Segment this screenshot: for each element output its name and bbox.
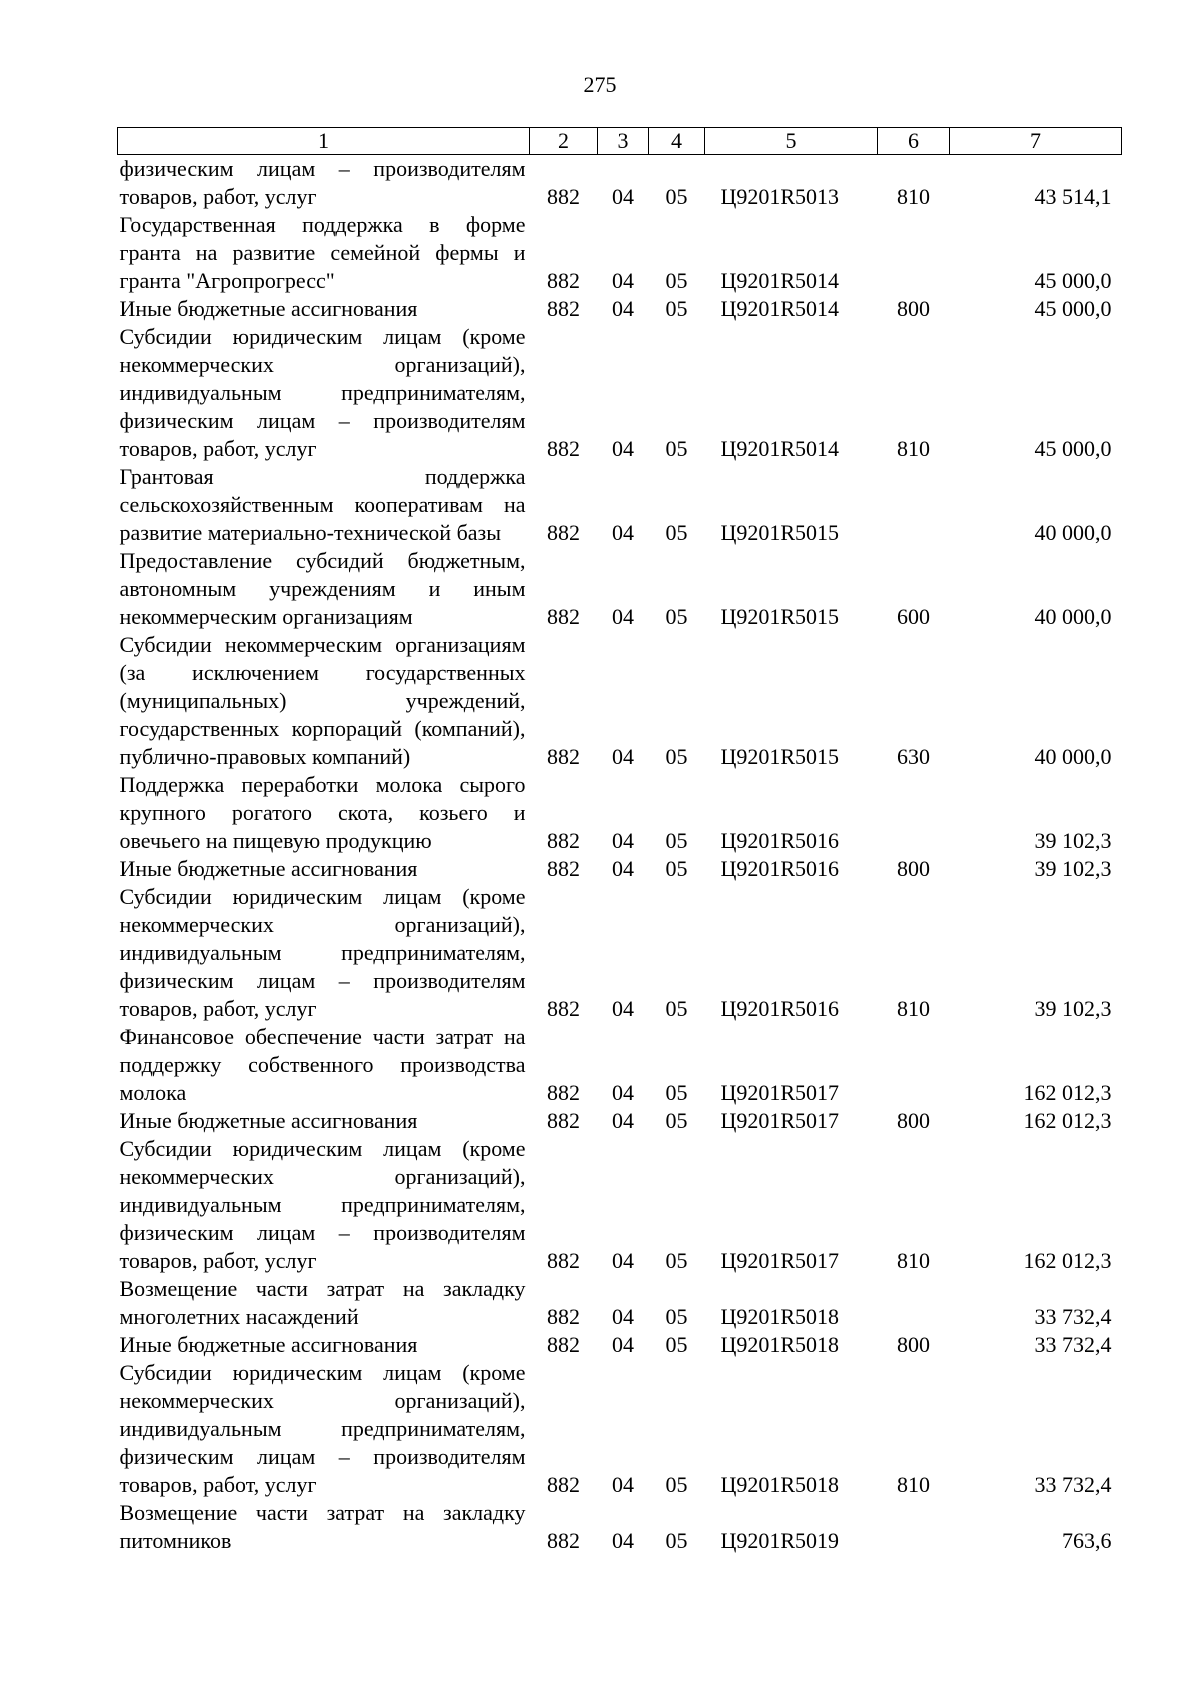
row-expense-type — [878, 1023, 950, 1107]
row-subsection: 05 — [665, 856, 688, 881]
table-row — [118, 547, 1122, 631]
row-section: 04 — [612, 436, 634, 461]
table-row — [118, 155, 1122, 212]
row-target-article: Ц9201R5015 — [720, 744, 840, 769]
row-section: 04 — [612, 268, 634, 293]
table-row — [118, 771, 1122, 855]
row-section: 04 — [612, 1528, 634, 1553]
row-description: Субсидии юридическим лицам (кроме некоммерческих организаций), индивидуальным предпринимателям, физическим лицам – производителям товаров, работ, услуг — [119, 324, 526, 461]
row-subsection: 05 — [665, 1108, 688, 1133]
row-ministry-code: 882 — [547, 1472, 580, 1497]
row-ministry-code: 882 — [547, 436, 580, 461]
row-amount: 162 012,3 — [1023, 1108, 1112, 1133]
table-row — [118, 1275, 1122, 1331]
row-ministry-code: 882 — [547, 604, 580, 629]
row-ministry-code: 882 — [547, 268, 580, 293]
row-ministry-code: 882 — [547, 1528, 580, 1553]
row-expense-type: 810 — [897, 996, 930, 1021]
table-row — [118, 1359, 1122, 1499]
row-section: 04 — [612, 1472, 634, 1497]
row-section: 04 — [612, 1108, 634, 1133]
row-subsection: 05 — [665, 1080, 688, 1105]
row-description: Иные бюджетные ассигнования — [119, 1332, 418, 1357]
row-target-article: Ц9201R5016 — [720, 828, 840, 853]
table-row — [118, 855, 1122, 883]
row-section: 04 — [612, 604, 634, 629]
row-subsection: 05 — [665, 184, 688, 209]
row-description: Иные бюджетные ассигнования — [119, 1108, 418, 1133]
row-expense-type: 600 — [897, 604, 930, 629]
row-description: Субсидии юридическим лицам (кроме некоммерческих организаций), индивидуальным предпринимателям, физическим лицам – производителям товаров, работ, услуг — [119, 1136, 526, 1273]
column-header-7: 7 — [950, 128, 1122, 155]
row-section: 04 — [612, 1248, 634, 1273]
row-description: Предоставление субсидий бюджетным, автономным учреждениям и иным некоммерческим организациям — [119, 548, 526, 629]
table-row — [118, 1107, 1122, 1135]
row-description: Поддержка переработки молока сырого крупного рогатого скота, козьего и овечьего на пищевую продукцию — [119, 772, 526, 853]
row-amount: 33 732,4 — [1034, 1332, 1112, 1357]
row-description: Возмещение части затрат на закладку многолетних насаждений — [119, 1276, 526, 1329]
row-ministry-code: 882 — [547, 1248, 580, 1273]
row-expense-type — [878, 211, 950, 295]
row-expense-type: 810 — [897, 1472, 930, 1497]
row-amount: 40 000,0 — [1034, 604, 1112, 629]
row-ministry-code: 882 — [547, 1108, 580, 1133]
row-section: 04 — [612, 1304, 634, 1329]
row-subsection: 05 — [665, 1304, 688, 1329]
row-description: Субсидии некоммерческим организациям (за исключением государственных (муниципальных) учреждений, государственных корпораций (компаний), публично-правовых компаний) — [119, 632, 526, 769]
row-ministry-code: 882 — [547, 520, 580, 545]
row-subsection: 05 — [665, 1332, 688, 1357]
row-expense-type: 810 — [897, 184, 930, 209]
row-ministry-code: 882 — [547, 1080, 580, 1105]
row-target-article: Ц9201R5016 — [720, 996, 840, 1021]
row-description: Финансовое обеспечение части затрат на поддержку собственного производства молока — [119, 1024, 526, 1105]
row-ministry-code: 882 — [547, 996, 580, 1021]
table-row — [118, 1331, 1122, 1359]
row-expense-type: 800 — [897, 856, 930, 881]
row-target-article: Ц9201R5017 — [720, 1248, 840, 1273]
row-amount: 162 012,3 — [1023, 1248, 1112, 1273]
row-description: Субсидии юридическим лицам (кроме некоммерческих организаций), индивидуальным предпринимателям, физическим лицам – производителям товаров, работ, услуг — [119, 884, 526, 1021]
row-target-article: Ц9201R5018 — [720, 1332, 840, 1357]
table-row — [118, 295, 1122, 323]
row-expense-type: 810 — [897, 1248, 930, 1273]
row-description: Иные бюджетные ассигнования — [119, 856, 418, 881]
row-ministry-code: 882 — [547, 856, 580, 881]
table-row — [118, 211, 1122, 295]
page-number: 275 — [583, 72, 617, 97]
budget-table — [117, 127, 1122, 1555]
row-expense-type: 800 — [897, 296, 930, 321]
column-header-3: 3 — [598, 128, 649, 155]
row-subsection: 05 — [665, 996, 688, 1021]
row-subsection: 05 — [665, 520, 688, 545]
table-header-row — [118, 128, 1122, 155]
row-target-article: Ц9201R5015 — [720, 604, 840, 629]
row-amount: 33 732,4 — [1034, 1304, 1112, 1329]
row-description: Возмещение части затрат на закладку питомников — [119, 1500, 526, 1553]
row-description: Грантовая поддержка сельскохозяйственным кооперативам на развитие материально-технической базы — [119, 464, 526, 545]
row-section: 04 — [612, 296, 634, 321]
row-section: 04 — [612, 1080, 634, 1105]
row-subsection: 05 — [665, 1528, 688, 1553]
column-header-1: 1 — [118, 128, 530, 155]
row-amount: 45 000,0 — [1034, 296, 1112, 321]
row-expense-type: 810 — [897, 436, 930, 461]
row-section: 04 — [612, 184, 634, 209]
row-amount: 43 514,1 — [1034, 184, 1112, 209]
row-section: 04 — [612, 744, 634, 769]
row-amount: 763,6 — [1062, 1528, 1112, 1553]
row-section: 04 — [612, 1332, 634, 1357]
row-description: Иные бюджетные ассигнования — [119, 296, 418, 321]
row-target-article: Ц9201R5019 — [720, 1528, 840, 1553]
row-subsection: 05 — [665, 744, 688, 769]
row-ministry-code: 882 — [547, 296, 580, 321]
row-section: 04 — [612, 856, 634, 881]
row-target-article: Ц9201R5017 — [720, 1108, 840, 1133]
column-header-6: 6 — [878, 128, 950, 155]
row-target-article: Ц9201R5014 — [720, 268, 840, 293]
row-amount: 40 000,0 — [1034, 520, 1112, 545]
row-expense-type: 630 — [897, 744, 930, 769]
row-target-article: Ц9201R5018 — [720, 1472, 840, 1497]
row-subsection: 05 — [665, 604, 688, 629]
row-subsection: 05 — [665, 268, 688, 293]
row-description: Государственная поддержка в форме гранта на развитие семейной фермы и гранта "Агропрогресс" — [119, 212, 526, 293]
row-ministry-code: 882 — [547, 1332, 580, 1357]
column-header-4: 4 — [649, 128, 705, 155]
row-target-article: Ц9201R5014 — [720, 296, 840, 321]
row-amount: 45 000,0 — [1034, 436, 1112, 461]
row-amount: 45 000,0 — [1034, 268, 1112, 293]
row-section: 04 — [612, 996, 634, 1021]
row-section: 04 — [612, 828, 634, 853]
row-expense-type — [878, 1275, 950, 1331]
row-expense-type: 800 — [897, 1332, 930, 1357]
row-target-article: Ц9201R5018 — [720, 1304, 840, 1329]
row-target-article: Ц9201R5016 — [720, 856, 840, 881]
row-subsection: 05 — [665, 296, 688, 321]
row-target-article: Ц9201R5014 — [720, 436, 840, 461]
table-row — [118, 1499, 1122, 1555]
row-ministry-code: 882 — [547, 828, 580, 853]
row-subsection: 05 — [665, 436, 688, 461]
row-amount: 39 102,3 — [1034, 828, 1112, 853]
row-subsection: 05 — [665, 1248, 688, 1273]
row-amount: 33 732,4 — [1034, 1472, 1112, 1497]
row-expense-type — [878, 463, 950, 547]
row-target-article: Ц9201R5017 — [720, 1080, 840, 1105]
row-ministry-code: 882 — [547, 744, 580, 769]
table-row — [118, 1135, 1122, 1275]
column-header-5: 5 — [705, 128, 878, 155]
table-row — [118, 463, 1122, 547]
row-section: 04 — [612, 520, 634, 545]
row-target-article: Ц9201R5013 — [720, 184, 840, 209]
table-row — [118, 1023, 1122, 1107]
row-description: физическим лицам – производителям товаров, работ, услуг — [119, 156, 526, 209]
row-subsection: 05 — [665, 1472, 688, 1497]
column-header-2: 2 — [530, 128, 598, 155]
table-row — [118, 323, 1122, 463]
row-description: Субсидии юридическим лицам (кроме некоммерческих организаций), индивидуальным предпринимателям, физическим лицам – производителям товаров, работ, услуг — [119, 1360, 526, 1497]
row-amount: 40 000,0 — [1034, 744, 1112, 769]
row-expense-type — [878, 771, 950, 855]
row-target-article: Ц9201R5015 — [720, 520, 840, 545]
row-ministry-code: 882 — [547, 1304, 580, 1329]
row-ministry-code: 882 — [547, 184, 580, 209]
row-amount: 39 102,3 — [1034, 996, 1112, 1021]
table-row — [118, 631, 1122, 771]
table-row — [118, 883, 1122, 1023]
row-amount: 39 102,3 — [1034, 856, 1112, 881]
row-amount: 162 012,3 — [1023, 1080, 1112, 1105]
row-expense-type — [878, 1499, 950, 1555]
row-subsection: 05 — [665, 828, 688, 853]
row-expense-type: 800 — [897, 1108, 930, 1133]
